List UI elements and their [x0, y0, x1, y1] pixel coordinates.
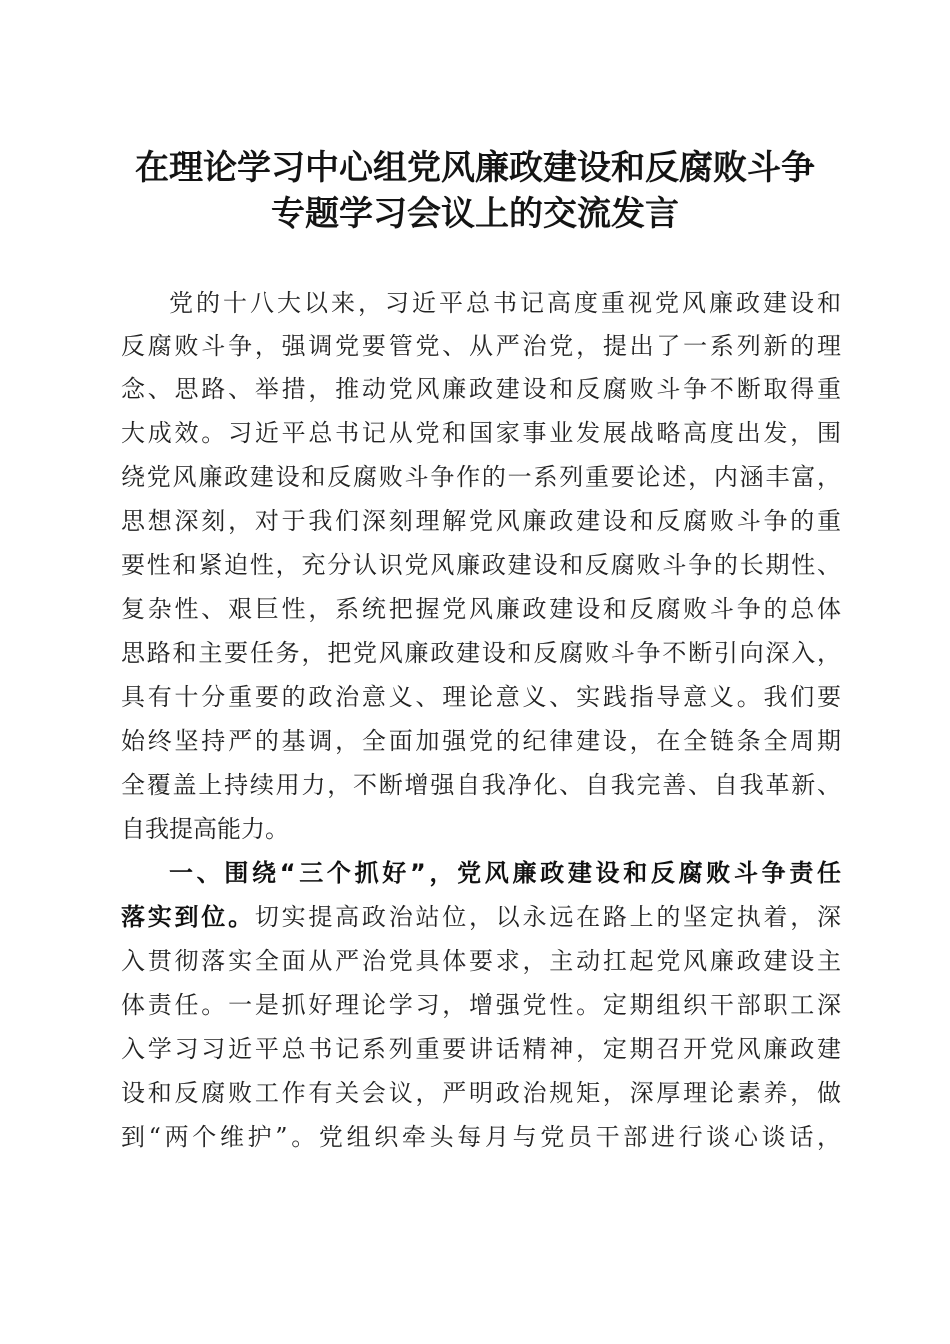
- section-heading-end: 落实到位。: [121, 903, 255, 931]
- paragraph-line: 念、思路、举措，推动党风廉政建设和反腐败斗争不断取得重: [121, 375, 841, 403]
- paragraph-line: 始终坚持严的基调，全面加强党的纪律建设，在全链条全周期: [121, 727, 841, 755]
- section-line: 入贯彻落实全面从严治党具体要求，主动扛起党风廉政建设主: [121, 947, 841, 975]
- section-line: 设和反腐败工作有关会议，严明政治规矩，深厚理论素养，做: [121, 1079, 841, 1107]
- section-body-text: 切实提高政治站位，以永远在路上的坚定执着，深: [254, 903, 841, 931]
- paragraph-line: 自我提高能力。: [121, 815, 289, 843]
- paragraph-line: 党的十八大以来，习近平总书记高度重视党风廉政建设和: [169, 289, 841, 317]
- document-title-line-2: 专题学习会议上的交流发言: [271, 194, 679, 234]
- section-heading: 一、围绕“三个抓好”，党风廉政建设和反腐败斗争责任: [169, 859, 841, 887]
- paragraph-line: 全覆盖上持续用力，不断增强自我净化、自我完善、自我革新、: [121, 771, 841, 799]
- paragraph-line: 反腐败斗争，强调党要管党、从严治党，提出了一系列新的理: [121, 332, 841, 360]
- paragraph-line: 大成效。习近平总书记从党和国家事业发展战略高度出发，围: [121, 419, 841, 447]
- paragraph-line: 复杂性、艰巨性，系统把握党风廉政建设和反腐败斗争的总体: [121, 595, 841, 623]
- section-heading-continuation: [121, 897, 841, 937]
- section-line: 到“两个维护”。党组织牵头每月与党员干部进行谈心谈话，: [121, 1123, 841, 1151]
- document-title-line-1: 在理论学习中心组党风廉政建设和反腐败斗争: [135, 148, 815, 188]
- section-line: 体责任。一是抓好理论学习，增强党性。定期组织干部职工深: [121, 991, 841, 1019]
- paragraph-line: 绕党风廉政建设和反腐败斗争作的一系列重要论述，内涵丰富，: [121, 463, 841, 491]
- paragraph-line: 具有十分重要的政治意义、理论意义、实践指导意义。我们要: [121, 683, 841, 711]
- section-line: 入学习习近平总书记系列重要讲话精神，定期召开党风廉政建: [121, 1035, 841, 1063]
- paragraph-line: 要性和紧迫性，充分认识党风廉政建设和反腐败斗争的长期性、: [121, 551, 841, 579]
- paragraph-line: 思想深刻，对于我们深刻理解党风廉政建设和反腐败斗争的重: [121, 507, 841, 535]
- paragraph-line: 思路和主要任务，把党风廉政建设和反腐败斗争不断引向深入，: [121, 639, 841, 667]
